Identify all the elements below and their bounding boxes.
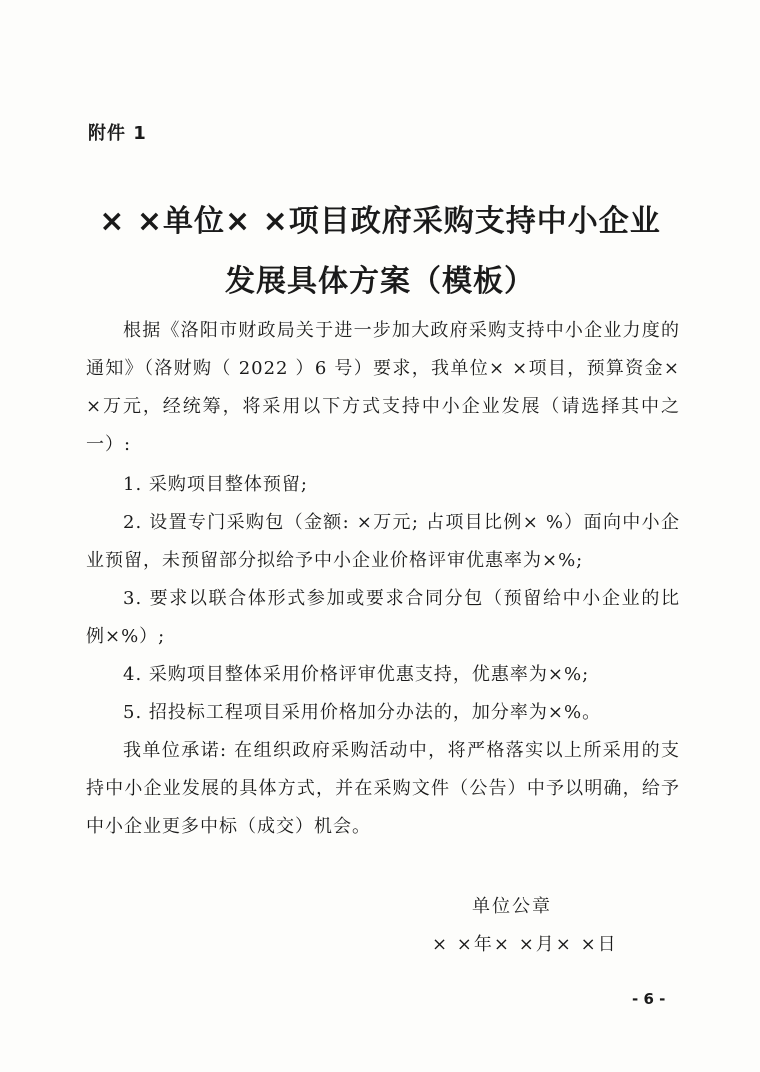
attachment-label: 附件 1: [88, 123, 147, 144]
seal-label: 单位公章: [472, 896, 552, 917]
intro-paragraph: 根据《洛阳市财政局关于进一步加大政府采购支持中小企业力度的通知》（洛财购（ 2022 ）6 号）要求，我单位× ×项目，预算资金× ×万元，经统筹，将采用以下方式支持中小企业发展（请选择其中之一）:: [86, 320, 680, 455]
date-line: × ×年× ×月× ×日: [432, 934, 618, 955]
page-number: - 6 -: [632, 990, 666, 1008]
commitment-paragraph: 我单位承诺: 在组织政府采购活动中，将严格落实以上所采用的支持中小企业发展的具体方式，并在采购文件（公告）中予以明确，给予中小企业更多中标（成交）机会。: [86, 740, 680, 837]
document-title-line-1: × ×单位× ×项目政府采购支持中小企业: [99, 204, 661, 239]
option-item-5: 5. 招投标工程项目采用价格加分办法的，加分率为×%。: [123, 702, 602, 723]
option-item-4: 4. 采购项目整体采用价格评审优惠支持，优惠率为×%;: [123, 664, 590, 685]
option-item-2: 2. 设置专门采购包（金额: ×万元; 占项目比例× %）面向中小企业预留，未预留部分拟给予中小企业价格评审优惠率为×%;: [86, 512, 680, 571]
option-item-1: 1. 采购项目整体预留;: [123, 474, 308, 495]
document-title-line-2: 发展具体方案（模板）: [225, 264, 535, 299]
option-item-3: 3. 要求以联合体形式参加或要求合同分包（预留给中小企业的比例×%）;: [86, 588, 680, 647]
